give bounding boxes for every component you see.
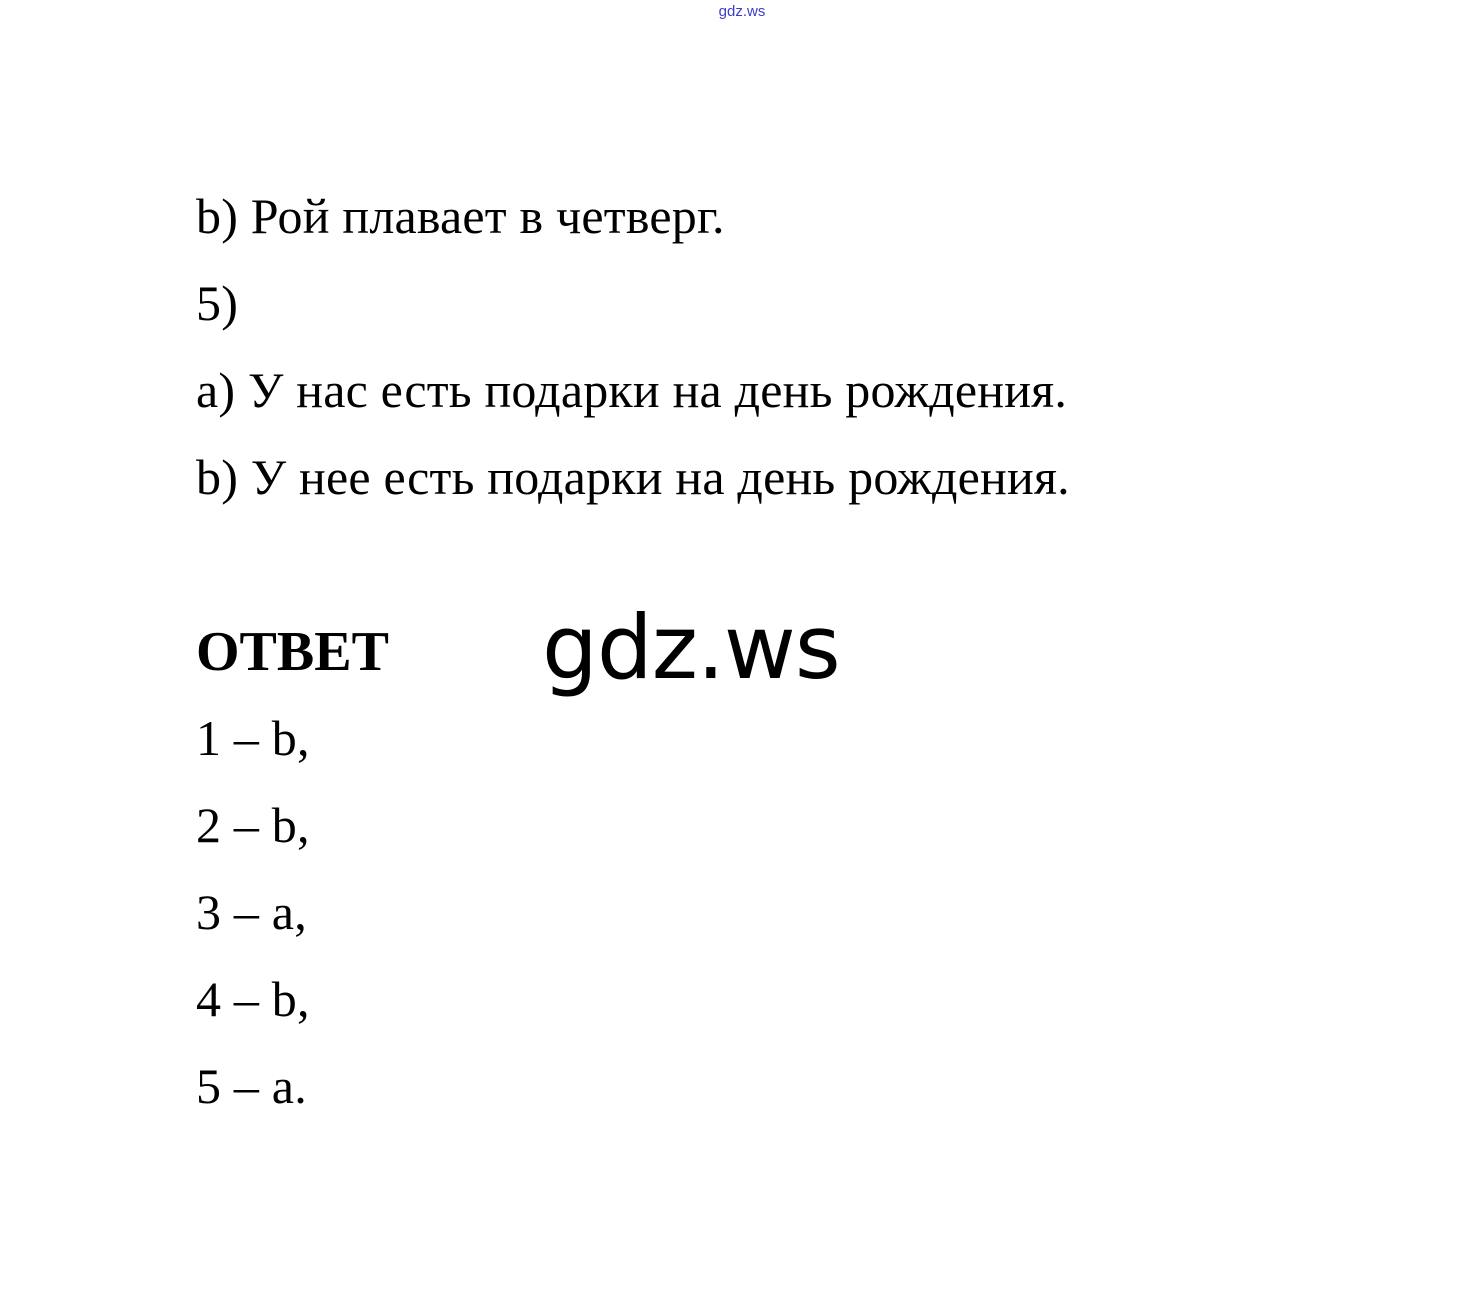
header-site-mark: gdz.ws (718, 3, 766, 20)
answer-item-4: 4 – b, (196, 971, 310, 1027)
text-line-a-gifts: a) У нас есть подарки на день рождения. (196, 362, 1068, 418)
text-line-item-5: 5) (196, 275, 239, 331)
watermark-logo: gdz.ws (542, 596, 840, 699)
answer-item-3: 3 – a, (196, 884, 307, 940)
answer-item-1: 1 – b, (196, 710, 310, 766)
answer-item-2: 2 – b, (196, 797, 310, 853)
answer-heading: ОТВЕТ (196, 621, 389, 683)
text-line-b-gifts: b) У нее есть подарки на день рождения. (196, 449, 1070, 505)
text-line-b-roy: b) Рой плавает в четверг. (196, 188, 725, 244)
answer-item-5: 5 – a. (196, 1058, 307, 1114)
